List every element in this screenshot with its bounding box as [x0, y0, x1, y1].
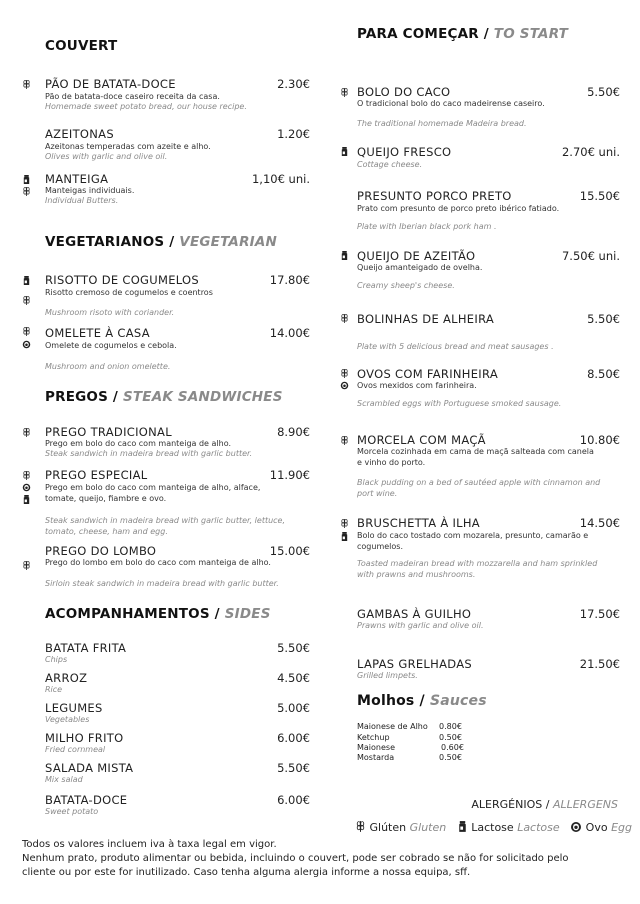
menu-item-desc-en: Plate with 5 delicious bread and meat sausages .	[357, 342, 554, 351]
menu-item-desc-en: Homemade sweet potato bread, our house recipe.	[45, 102, 247, 111]
section-title-couvert: COUVERT	[45, 38, 118, 54]
gluten-icon	[340, 368, 349, 379]
gluten-icon	[340, 518, 349, 529]
gluten-icon	[22, 427, 31, 438]
menu-item-price: 2.30€	[277, 77, 310, 91]
gluten-icon	[340, 435, 349, 446]
menu-item-name: MORCELA COM MAÇÃ	[357, 433, 486, 447]
menu-item-desc-en: Vegetables	[45, 715, 90, 724]
menu-item-name: QUEIJO FRESCO	[357, 145, 452, 159]
gluten-icon	[22, 186, 31, 197]
section-title-acompanhamentos: ACOMPANHAMENTOS / SIDES	[45, 606, 271, 622]
menu-item-price: 17.50€	[579, 607, 620, 621]
section-title-para-comecar: PARA COMEÇAR / TO START	[357, 26, 569, 42]
menu-item-price: 5.00€	[277, 701, 310, 715]
menu-item-desc: Morcela cozinhada em cama de maçã salteada com canela	[357, 447, 594, 456]
menu-item-price: 8.90€	[277, 425, 310, 439]
menu-item-desc: O tradicional bolo do caco madeirense caseiro.	[357, 99, 545, 108]
allergens-title: ALERGÉNIOS / ALLERGENS	[471, 798, 618, 811]
gluten-icon	[355, 820, 366, 833]
menu-item-desc-en: Steak sandwich in madeira bread with garlic butter, lettuce,	[45, 516, 286, 525]
menu-item-desc-en: Plate with Iberian black pork ham .	[357, 222, 497, 231]
lactose-icon	[22, 275, 31, 286]
menu-item-desc-en: Sirloin steak sandwich in madeira bread with garlic butter.	[45, 579, 279, 588]
menu-item-desc: tomate, queijo, fiambre e ovo.	[45, 494, 167, 503]
gluten-icon	[22, 560, 31, 571]
allergen-legend	[355, 820, 632, 834]
menu-item-name: QUEIJO DE AZEITÃO	[357, 249, 476, 263]
gluten-icon	[22, 326, 31, 337]
section-title-vegetarianos: VEGETARIANOS / VEGETARIAN	[45, 234, 278, 250]
menu-item-desc-en: tomato, cheese, ham and egg.	[45, 527, 168, 536]
menu-item-desc-en: Fried cornmeal	[45, 745, 106, 754]
menu-item-name: MILHO FRITO	[45, 731, 124, 745]
footer-line: Nenhum prato, produto alimentar ou bebida, incluindo o couvert, pode ser cobrado se não for solicitado pelo	[22, 853, 569, 864]
menu-item-price: 1,10€ uni.	[251, 172, 310, 186]
menu-item-desc-en: Chips	[45, 655, 68, 664]
menu-item-name: LEGUMES	[45, 701, 103, 715]
menu-item-desc: cogumelos.	[357, 542, 403, 551]
menu-item-name: SALADA MISTA	[45, 761, 134, 775]
footer-line: cliente ou por este for inutilizado. Caso tenha alguma alergia informe a nossa equipa, sff.	[22, 867, 471, 878]
menu-item-desc-en: Toasted madeiran bread with mozzarella and ham sprinkled	[357, 559, 598, 568]
sauce-name: Ketchup	[357, 733, 390, 742]
menu-item-desc: Prego em bolo do caco com manteiga de alho, alface,	[45, 483, 261, 492]
menu-item-name: BATATA FRITA	[45, 641, 127, 655]
lactose-icon	[22, 494, 31, 505]
gluten-icon	[22, 295, 31, 306]
legend-ovo: Ovo	[585, 821, 608, 834]
footer-note	[22, 838, 569, 880]
legend-lactose: Lactose	[471, 821, 514, 834]
menu-item-name: PREGO ESPECIAL	[45, 468, 148, 482]
menu-item-price: 1.20€	[277, 127, 310, 141]
menu-item-name: PREGO DO LOMBO	[45, 544, 157, 558]
footer-line: Todos os valores incluem iva à taxa legal em vigor.	[22, 839, 277, 850]
menu-item-price: 5.50€	[587, 85, 620, 99]
sauce-name: Mostarda	[357, 753, 395, 762]
menu-item-name: BOLO DO CACO	[357, 85, 451, 99]
lactose-icon	[22, 174, 31, 185]
menu-item-desc: Bolo do caco tostado com mozarela, presunto, camarão e	[357, 531, 589, 540]
menu-item-name: GAMBAS À GUILHO	[357, 607, 472, 621]
gluten-icon	[340, 87, 349, 98]
menu-item-price: 17.80€	[269, 273, 310, 287]
menu-item-price: 6.00€	[277, 731, 310, 745]
sauce-name: Maionese	[357, 743, 396, 752]
menu-item-price: 5.50€	[277, 641, 310, 655]
sauce-price: 0.50€	[439, 733, 462, 742]
menu-item-name: BRUSCHETTA À ILHA	[357, 516, 480, 530]
menu-item-desc-en: Mix salad	[45, 775, 83, 784]
menu-item-desc-en: Prawns with garlic and olive oil.	[357, 621, 484, 630]
menu-item-desc: Omelete de cogumelos e cebola.	[45, 341, 177, 350]
menu-item-desc-en: port wine.	[357, 489, 398, 498]
menu-item-desc: Queijo amanteigado de ovelha.	[357, 263, 483, 272]
gluten-icon	[22, 79, 31, 90]
menu-item-desc: e vinho do porto.	[357, 458, 426, 467]
menu-item-desc-en: Grilled limpets.	[357, 671, 418, 680]
menu-item-price: 15.50€	[579, 189, 620, 203]
menu-item-price: 5.50€	[277, 761, 310, 775]
menu-item-name: PÃO DE BATATA-DOCE	[45, 77, 176, 91]
menu-item-price: 8.50€	[587, 367, 620, 381]
sauce-price: 0.80€	[439, 722, 462, 731]
menu-item-price: 15.00€	[269, 544, 310, 558]
sauce-price: 0.60€	[441, 743, 464, 752]
menu-item-desc-en: with prawns and mushrooms.	[357, 570, 476, 579]
sauce-price: 0.50€	[439, 753, 462, 762]
gluten-icon	[340, 313, 349, 324]
lactose-icon	[340, 146, 349, 157]
menu-item-desc: Manteigas individuais.	[45, 186, 135, 195]
menu-item-price: 14.00€	[269, 326, 310, 340]
menu-item-name: BATATA-DOCE	[45, 793, 128, 807]
menu-item-name: ARROZ	[45, 671, 88, 685]
menu-item-name: PREGO TRADICIONAL	[45, 425, 172, 439]
legend-gluten: Glúten	[369, 821, 407, 834]
menu-item-name: OMELETE À CASA	[45, 326, 150, 340]
menu-item-desc-en: Black pudding on a bed of sautéed apple with cinnamon and	[357, 478, 601, 487]
menu-item-price: 11.90€	[269, 468, 310, 482]
menu-item-desc: Prato com presunto de porco preto ibérico fatiado.	[357, 204, 560, 213]
legend-gluten-en: Gluten	[409, 821, 447, 834]
sauce-name: Maionese de Alho	[357, 722, 428, 731]
menu-item-desc: Pão de batata-doce caseiro receita da casa.	[45, 92, 220, 101]
menu-item-desc-en: Olives with garlic and olive oil.	[45, 152, 168, 161]
legend-ovo-en: Egg	[611, 821, 632, 834]
menu-item-name: BOLINHAS DE ALHEIRA	[357, 312, 495, 326]
gluten-icon	[22, 470, 31, 481]
menu-item-desc-en: Rice	[45, 685, 63, 694]
menu-item-desc-en: Mushroom risoto with coriander.	[45, 308, 175, 317]
menu-item-desc: Prego do lombo em bolo do caco com manteiga de alho.	[45, 558, 271, 567]
menu-item-name: PRESUNTO PORCO PRETO	[357, 189, 512, 203]
menu-item-name: RISOTTO DE COGUMELOS	[45, 273, 200, 287]
menu-item-name: OVOS COM FARINHEIRA	[357, 367, 498, 381]
ovo-icon	[22, 339, 31, 350]
menu-item-desc-en: Cottage cheese.	[357, 160, 423, 169]
menu-item-price: 21.50€	[579, 657, 620, 671]
menu-item-desc: Ovos mexidos com farinheira.	[357, 381, 477, 390]
menu-item-price: 10.80€	[579, 433, 620, 447]
ovo-icon	[22, 482, 31, 493]
section-title-molhos: Molhos / Sauces	[357, 693, 487, 709]
menu-item-desc-en: Sweet potato	[45, 807, 99, 816]
menu-item-name: LAPAS GRELHADAS	[357, 657, 472, 671]
lactose-icon	[340, 250, 349, 261]
menu-item-price: 7.50€ uni.	[561, 249, 620, 263]
menu-item-desc: Risotto cremoso de cogumelos e coentros	[45, 288, 213, 297]
ovo-icon	[570, 821, 582, 833]
menu-item-desc-en: Creamy sheep's cheese.	[357, 281, 455, 290]
menu-item-desc: Prego em bolo do caco com manteiga de alho.	[45, 439, 232, 448]
menu-item-desc-en: Steak sandwich in madeira bread with garlic butter.	[45, 449, 253, 458]
menu-item-desc-en: The traditional homemade Madeira bread.	[357, 119, 527, 128]
menu-item-desc: Azeitonas temperadas com azeite e alho.	[45, 142, 211, 151]
menu-item-price: 4.50€	[277, 671, 310, 685]
legend-lactose-en: Lactose	[517, 821, 560, 834]
menu-item-desc-en: Individual Butters.	[45, 196, 119, 205]
lactose-icon	[340, 531, 349, 542]
menu-item-price: 6.00€	[277, 793, 310, 807]
menu-item-price: 5.50€	[587, 312, 620, 326]
menu-item-desc-en: Mushroom and onion omelette.	[45, 362, 171, 371]
menu-item-price: 14.50€	[579, 516, 620, 530]
section-title-pregos: PREGOS / STEAK SANDWICHES	[45, 389, 283, 405]
ovo-icon	[340, 380, 349, 391]
lactose-icon	[457, 820, 468, 833]
menu-item-price: 2.70€ uni.	[561, 145, 620, 159]
menu-item-name: AZEITONAS	[45, 127, 114, 141]
menu-item-name: MANTEIGA	[45, 172, 109, 186]
menu-item-desc-en: Scrambled eggs with Portuguese smoked sausage.	[357, 399, 562, 408]
